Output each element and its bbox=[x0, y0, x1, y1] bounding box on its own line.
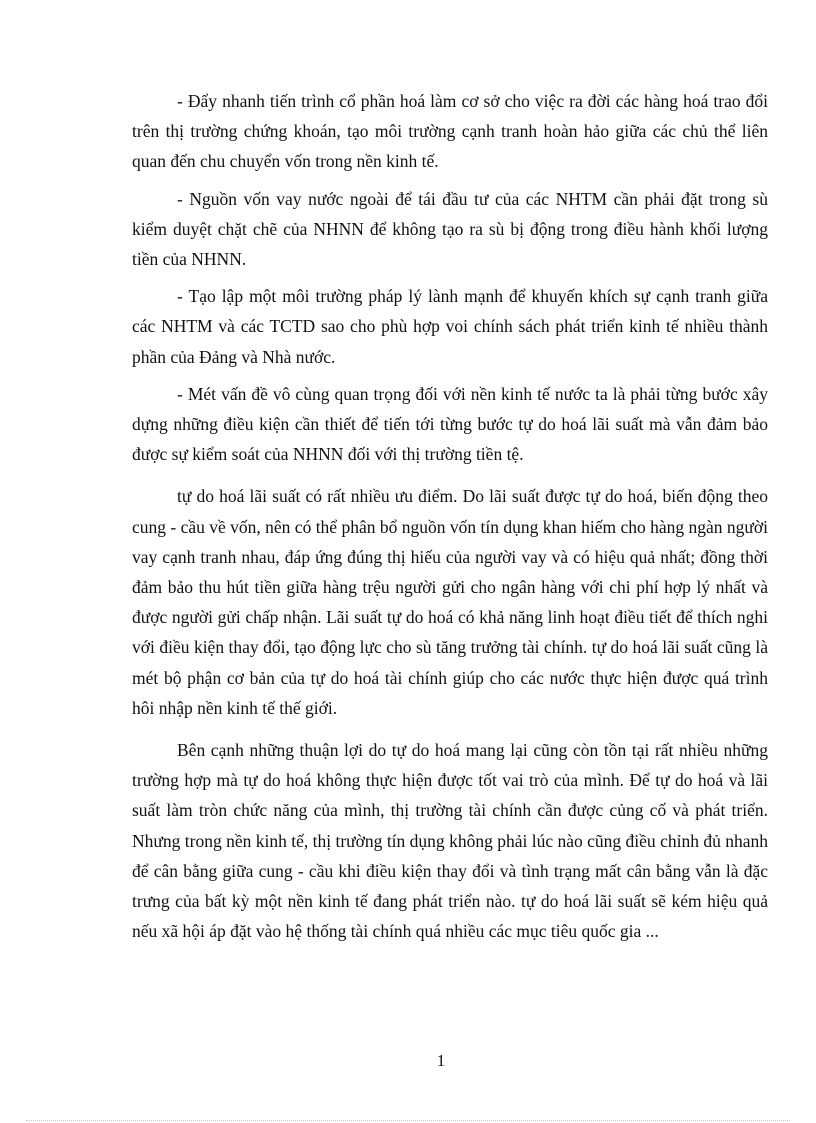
paragraph-interest-liberalization-steps: - Mét vấn đề vô cùng quan trọng đối với nền kinh tế nước ta là phải từng bước xây dựng những điều kiện cần thiết để tiến tới từng bước tự do hoá lãi suất mà vẫn đảm bảo được sự kiểm soát của NHNN đối với thị trường tiền tệ. bbox=[132, 383, 768, 465]
body-text bbox=[132, 86, 768, 946]
page-edge-divider bbox=[26, 1120, 790, 1121]
page-number: 1 bbox=[436, 1051, 446, 1070]
paragraph-equitization: - Đẩy nhanh tiến trình cổ phần hoá làm cơ sở cho việc ra đời các hàng hoá trao đổi trên thị trường chứng khoán, tạo môi trường cạnh tranh hoàn hảo giữa các chủ thể liên quan đến chu chuyển vốn trong nền kinh tế. bbox=[132, 91, 768, 172]
paragraph-liberalization-advantages: tự do hoá lãi suất có rất nhiều ưu điểm. Do lãi suất được tự do hoá, biến động theo cung - cầu về vốn, nên có thể phân bổ nguồn vốn tín dụng khan hiếm cho hàng ngàn người vay cạnh tranh nhau, đáp ứng đúng thị hiếu của người vay và có hiệu quả nhất; đồng thời đảm bảo thu hút tiền giữa hàng trệu người gửi cho ngân hàng với chi phí hợp lý nhất và được người gửi chấp nhận. Lãi suất tự do hoá có khả năng linh hoạt điều tiết để thích nghi với điều kiện thay đổi, tạo động lực cho sù tăng trưởng tài chính. tự do hoá lãi suất cũng là mét bộ phận cơ bản của tự do hoá tài chính giúp cho các nước thực hiện được quá trình hôi nhập nền kinh tế thế giới. bbox=[132, 486, 768, 718]
paragraph-foreign-loans: - Nguồn vốn vay nước ngoài để tái đầu tư của các NHTM cần phải đặt trong sù kiểm duyệt chặt chẽ của NHNN để không tạo ra sù bị động trong điều hành khối lượng tiền của NHNN. bbox=[132, 188, 768, 270]
paragraph-liberalization-limitations: Bên cạnh những thuận lợi do tự do hoá mang lại cũng còn tồn tại rất nhiều những trường hợp mà tự do hoá không thực hiện được tốt vai trò của mình. Để tự do hoá và lãi suất làm tròn chức năng của mình, thị trường tài chính cần được củng cố và phát triển. Nhưng trong nền kinh tế, thị trường tín dụng không phải lúc nào cũng điều chỉnh đủ nhanh để cân bằng giữa cung - cầu khi điều kiện thay đổi và tình trạng mất cân bằng vẫn là đặc trưng của bất kỳ một nền kinh tế đang phát triển nào. tự do hoá lãi suất sẽ kém hiệu quả nếu xã hội áp đặt vào hệ thống tài chính quá nhiều các mục tiêu quốc gia ... bbox=[132, 740, 768, 942]
paragraph-legal-environment: - Tạo lập một môi trường pháp lý lành mạnh để khuyến khích sự cạnh tranh giữa các NHTM và các TCTD sao cho phù hợp voi chính sách phát triển kinh tế nhiều thành phần của Đảng và Nhà nước. bbox=[132, 286, 768, 367]
